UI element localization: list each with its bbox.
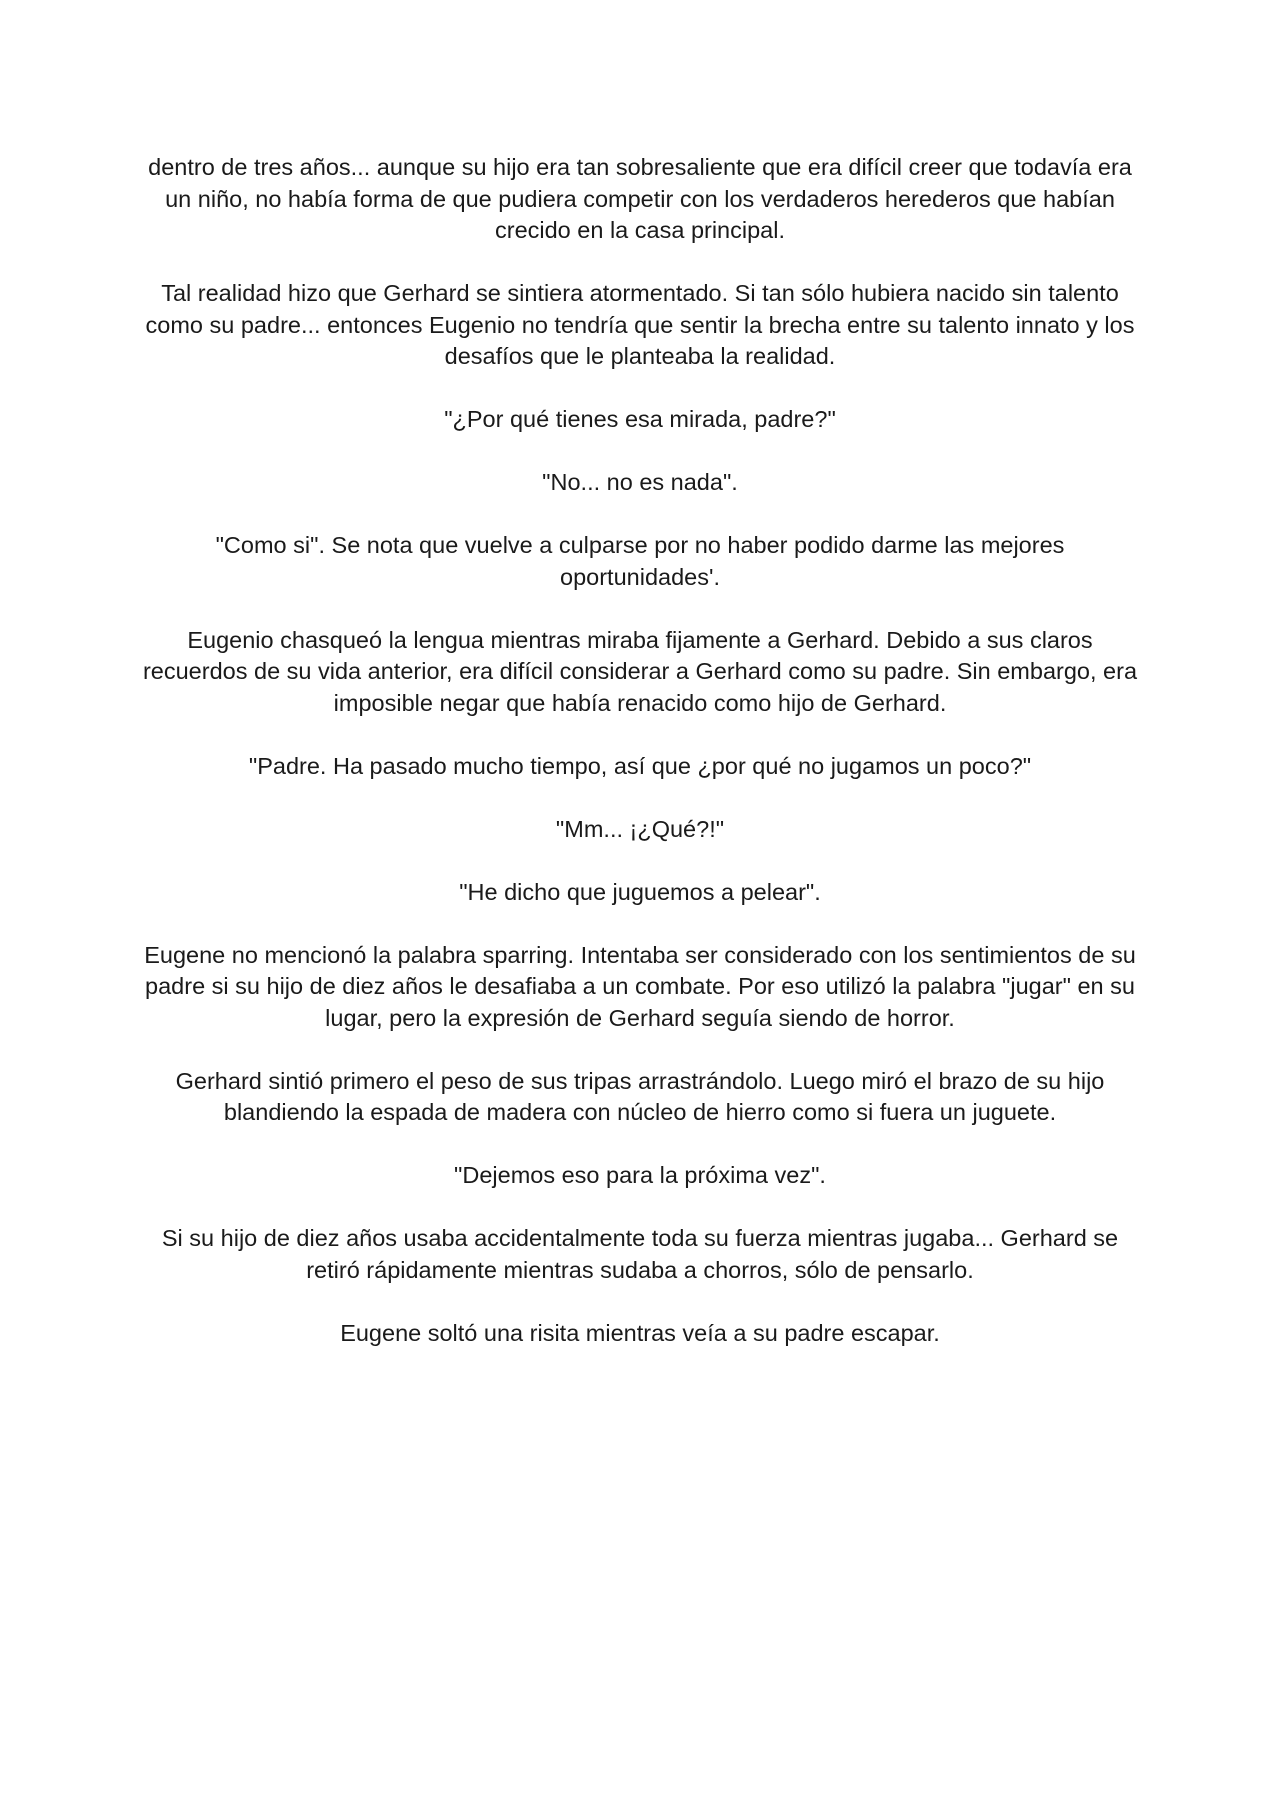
- paragraph: Eugenio chasqueó la lengua mientras miraba fijamente a Gerhard. Debido a sus claros recuerdos de su vida anterior, era difícil considerar a Gerhard como su padre. Sin embargo, era imposible negar que había renacido como hijo de Gerhard.: [142, 626, 1138, 716]
- dialogue-line: "¿Por qué tienes esa mirada, padre?": [444, 406, 836, 432]
- paragraph: Tal realidad hizo que Gerhard se sintiera atormentado. Si tan sólo hubiera nacido sin talento como su padre... entonces Eugenio no tendría que sentir la brecha entre su talento innato y los desafíos que le planteaba la realidad.: [145, 280, 1135, 369]
- paragraph: Eugene no mencionó la palabra sparring. Intentaba ser considerado con los sentimientos de su padre si su hijo de diez años le desafiaba a un combate. Por eso utilizó la palabra "jugar" en su lugar, pero la expresión de Gerhard seguía siendo de horror.: [144, 941, 1136, 1031]
- dialogue-line: "Padre. Ha pasado mucho tiempo, así que ¿por qué no jugamos un poco?": [248, 752, 1032, 779]
- paragraph: Gerhard sintió primero el peso de sus tripas arrastrándolo. Luego miró el brazo de su hijo blandiendo la espada de madera con núcleo de hierro como si fuera un juguete.: [175, 1067, 1105, 1125]
- dialogue-line: "Dejemos eso para la próxima vez".: [454, 1162, 826, 1188]
- paragraph: Eugene soltó una risita mientras veía a su padre escapar.: [340, 1319, 940, 1346]
- dialogue-line: "Mm... ¡¿Qué?!": [555, 815, 725, 842]
- paragraph: dentro de tres años... aunque su hijo era tan sobresaliente que era difícil creer que todavía era un niño, no había forma de que pudiera competir con los verdaderos herederos que habían crecido en la casa principal.: [148, 154, 1132, 243]
- dialogue-line: "He dicho que juguemos a pelear".: [459, 878, 821, 905]
- document-body: [140, 152, 1140, 1349]
- dialogue-line: "No... no es nada".: [542, 469, 738, 495]
- paragraph: "Como si". Se nota que vuelve a culparse por no haber podido darme las mejores oportunidades'.: [215, 532, 1065, 590]
- paragraph: Si su hijo de diez años usaba accidentalmente toda su fuerza mientras jugaba... Gerhard se retiró rápidamente mientras sudaba a chorros, sólo de pensarlo.: [161, 1225, 1119, 1283]
